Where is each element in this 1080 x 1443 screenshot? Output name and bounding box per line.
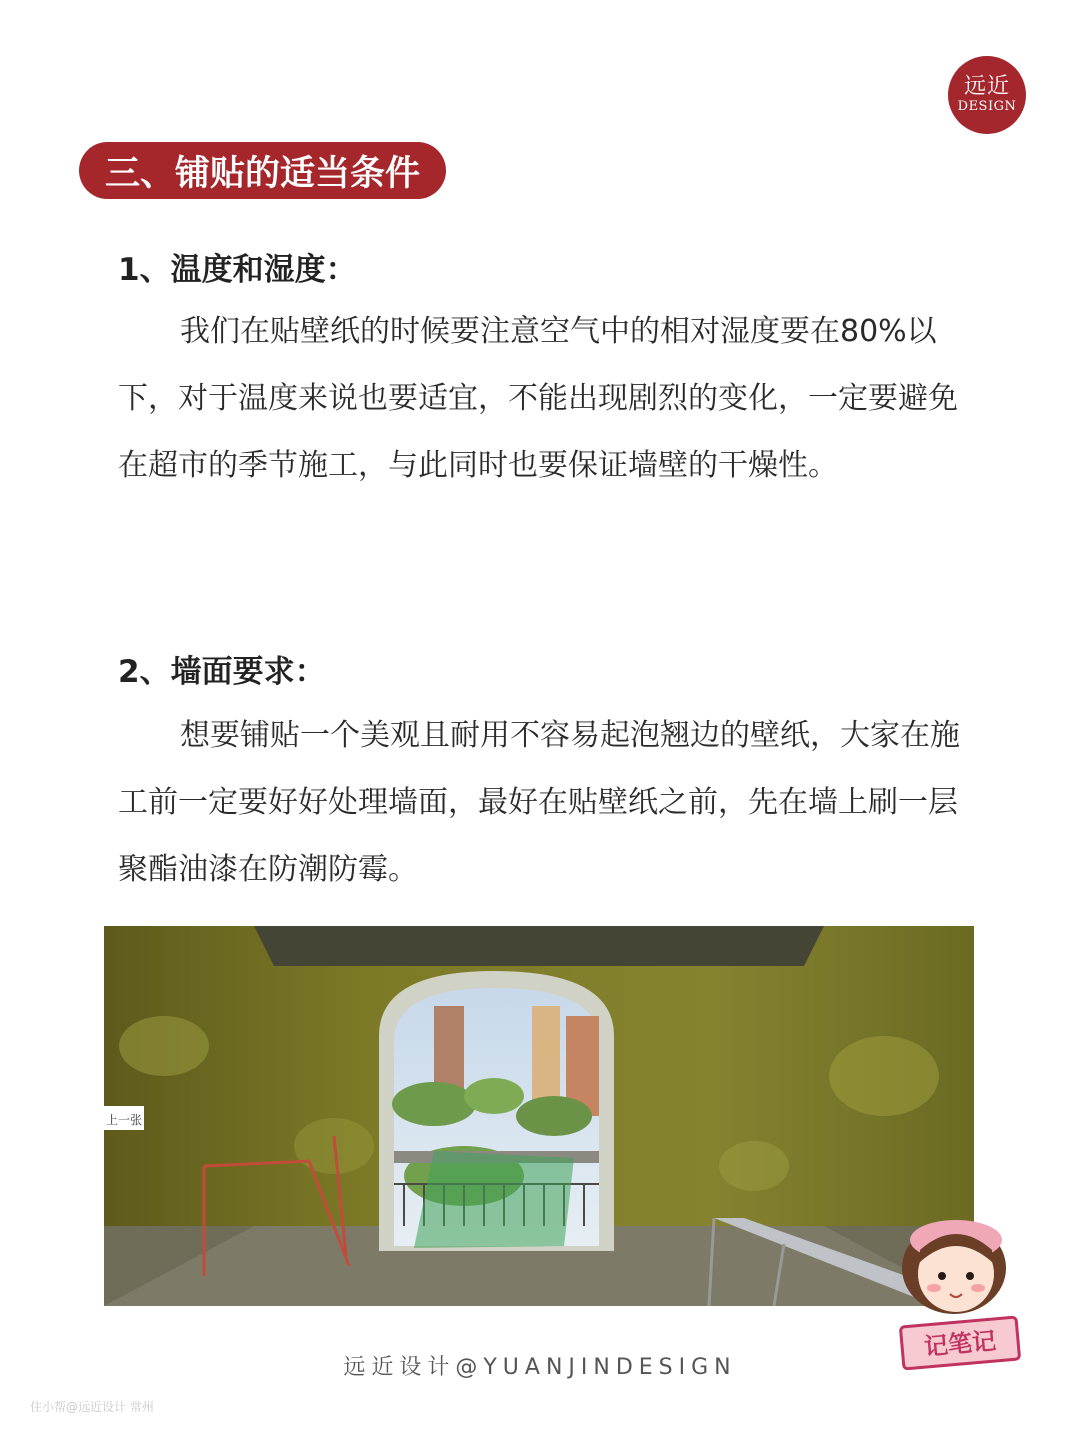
item-2-paragraph: 想要铺贴一个美观且耐用不容易起泡翘边的壁纸，大家在施工前一定要好好处理墙面，最好在贴壁纸之前，先在墙上刷一层聚酯油漆在防潮防霉。	[118, 718, 960, 887]
section-title: 三、铺贴的适当条件	[105, 153, 421, 194]
watermark: 住小帮@远近设计 常州	[30, 1400, 154, 1414]
girl-sticker	[896, 1210, 1026, 1370]
photo-sign-text: 上一张	[106, 1113, 143, 1127]
item-1-heading: 1、温度和湿度：	[118, 252, 357, 288]
item-2-heading: 2、墙面要求：	[118, 654, 326, 690]
footer-brand: 远近设计@YUANJINDESIGN	[343, 1355, 737, 1380]
construction-room-photo	[104, 926, 974, 1306]
sticker-label: 记笔记	[923, 1326, 998, 1362]
brand-logo	[948, 56, 1026, 134]
logo-english: DESIGN	[957, 99, 1017, 114]
section-title-badge	[79, 142, 446, 199]
logo-chinese: 远近	[963, 74, 1010, 99]
item-1-paragraph: 我们在贴壁纸的时候要注意空气中的相对湿度要在80%以下，对于温度来说也要适宜，不能出现剧烈的变化，一定要避免在超市的季节施工，与此同时也要保证墙壁的干燥性。	[118, 314, 958, 483]
